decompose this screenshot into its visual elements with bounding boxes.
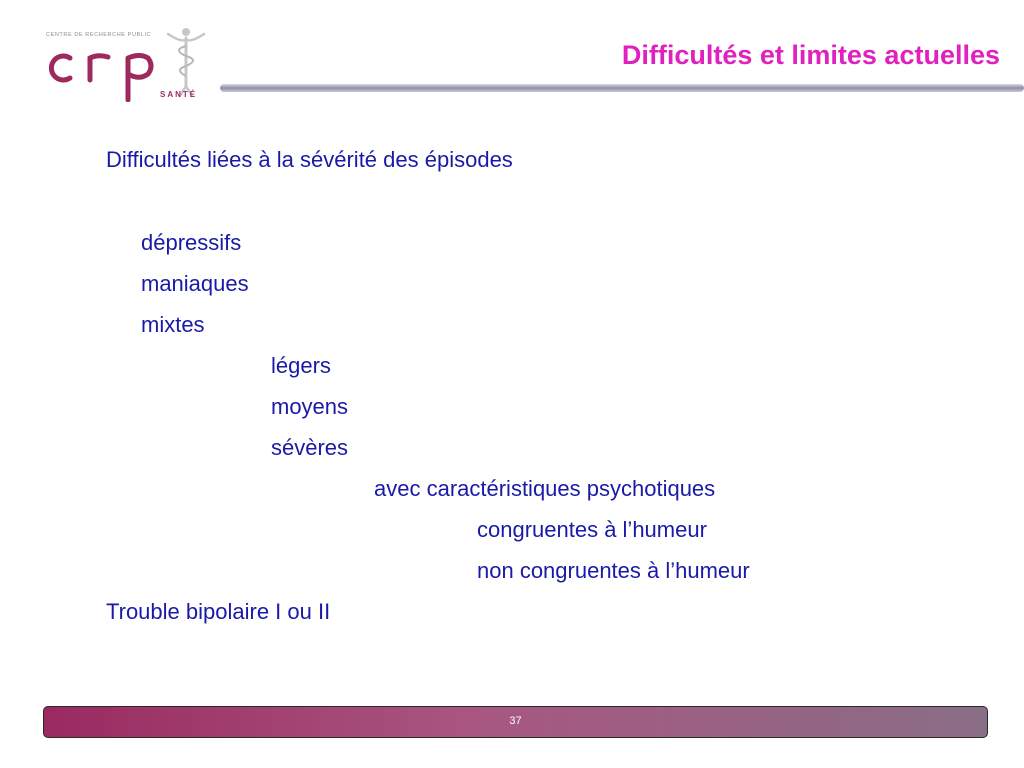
text-line-congruent: congruentes à l’humeur	[477, 517, 707, 542]
text-line-psychotic: avec caractéristiques psychotiques	[374, 476, 716, 501]
text-line-mild: légers	[271, 353, 331, 378]
text-line-incongruent: non congruentes à l’humeur	[477, 558, 750, 583]
logo-sub-text: SANTÉ	[160, 90, 198, 99]
text-line-mixed: mixtes	[141, 312, 205, 337]
text-line-depressive: dépressifs	[141, 230, 242, 255]
text-line-moderate: moyens	[271, 394, 349, 419]
logo-top-text: CENTRE DE RECHERCHE PUBLIC	[46, 32, 152, 38]
text-line-bipolar: Trouble bipolaire I ou II	[106, 599, 331, 624]
text-line-manic: maniaques	[141, 271, 249, 296]
text-line-severe: sévères	[271, 435, 349, 460]
footer-bar	[43, 706, 988, 738]
page-number: 37	[509, 715, 522, 727]
slide-title: Difficultés et limites actuelles	[621, 40, 1000, 70]
text-line-severity: Difficultés liées à la sévérité des épisodes	[106, 147, 513, 172]
